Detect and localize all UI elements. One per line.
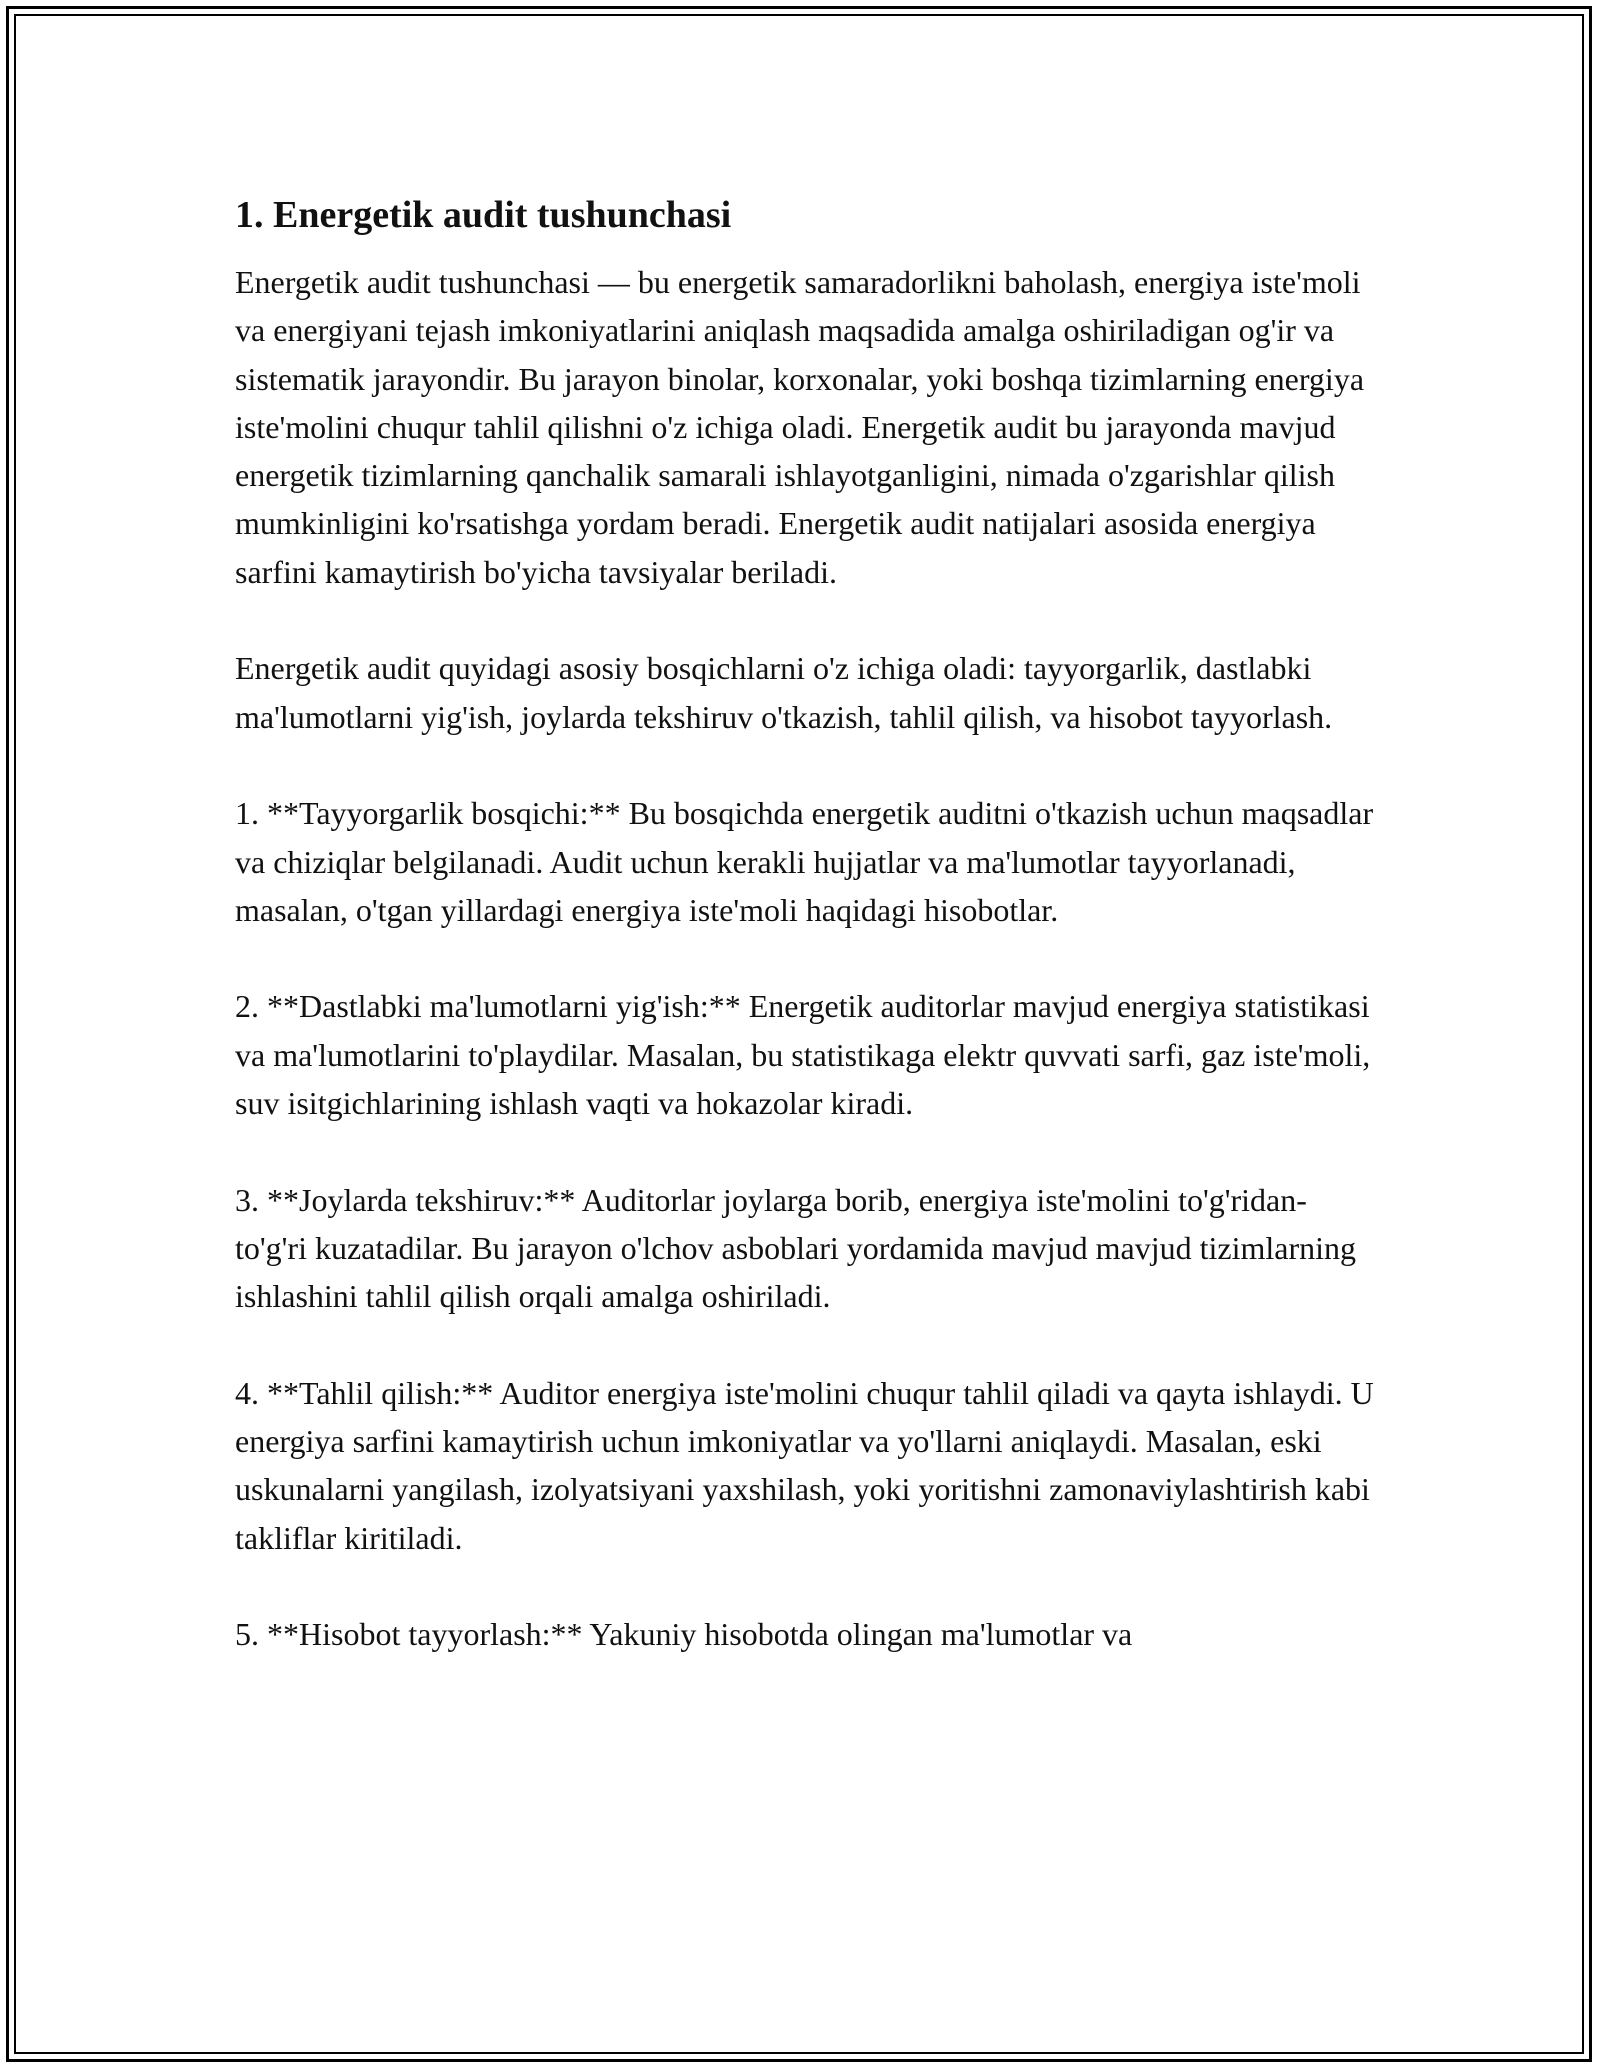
paragraph-stage-onsite-inspection: 3. **Joylarda tekshiruv:** Auditorlar joylarga borib, energiya iste'molini to'g'ridan-to'g'ri kuzatadilar. Bu jarayon o'lchov asboblari yordamida mavjud mavjud tizimlarning ishlashini tahlil qilish orqali amalga oshiriladi. [235,1181,1357,1315]
paragraph-stage-preparation: 1. **Tayyorgarlik bosqichi:** Bu bosqichda energetik auditni o'tkazish uchun maqsadlar va chiziqlar belgilanadi. Audit uchun kerakli hujjatlar va ma'lumotlar tayyorlanadi, masalan, o'tgan yillardagi energiya iste'moli haqidagi hisobotlar. [235,795,1374,928]
paragraph-definition: Energetik audit tushunchasi — bu energetik samaradorlikni baholash, energiya iste'moli va energiyani tejash imkoniyatlarini aniqlash maqsadida amalga oshiriladigan og'ir va sistematik jarayondir. Bu jarayon binolar, korxonalar, yoki boshqa tizimlarning energiya iste'molini chuqur tahlil qilishni o'z ichiga oladi. Energetik audit bu jarayonda mavjud energetik tizimlarning qanchalik samarali ishlayotganligini, nimada o'zgarishlar qilish mumkinligini ko'rsatishga yordam beradi. Energetik audit natijalari asosida energiya sarfini kamaytirish bo'yicha tavsiyalar beriladi. [235,264,1365,590]
paragraph-stages-overview: Energetik audit quyidagi asosiy bosqichlarni o'z ichiga oladi: tayyorgarlik, dastlabki ma'lumotlarni yig'ish, joylarda tekshiruv o'tkazish, tahlil qilish, va hisobot tayyorlash. [235,650,1333,735]
paragraph-stage-analysis: 4. **Tahlil qilish:** Auditor energiya iste'molini chuqur tahlil qiladi va qayta ishlaydi. U energiya sarfini kamaytirish uchun imkoniyatlar va yo'llarni aniqlaydi. Masalan, eski uskunalarni yangilash, izolyatsiyani yaxshilash, yoki yoritishni zamonaviylashtirish kabi takliflar kiritiladi. [235,1374,1374,1556]
paragraph-stage-data-collection: 2. **Dastlabki ma'lumotlarni yig'ish:** Energetik auditorlar mavjud energiya statistikasi va ma'lumotlarini to'playdilar. Masalan, bu statistikaga elektr quvvati sarfi, gaz iste'moli, suv isitgichlarining ishlash vaqti va hokazolar kiradi. [235,988,1371,1122]
section-heading: 1. Energetik audit tushunchasi [235,194,732,236]
paragraph-stage-reporting: 5. **Hisobot tayyorlash:** Yakuniy hisobotda olingan ma'lumotlar va [235,1616,1133,1653]
document-body [235,190,1375,1659]
